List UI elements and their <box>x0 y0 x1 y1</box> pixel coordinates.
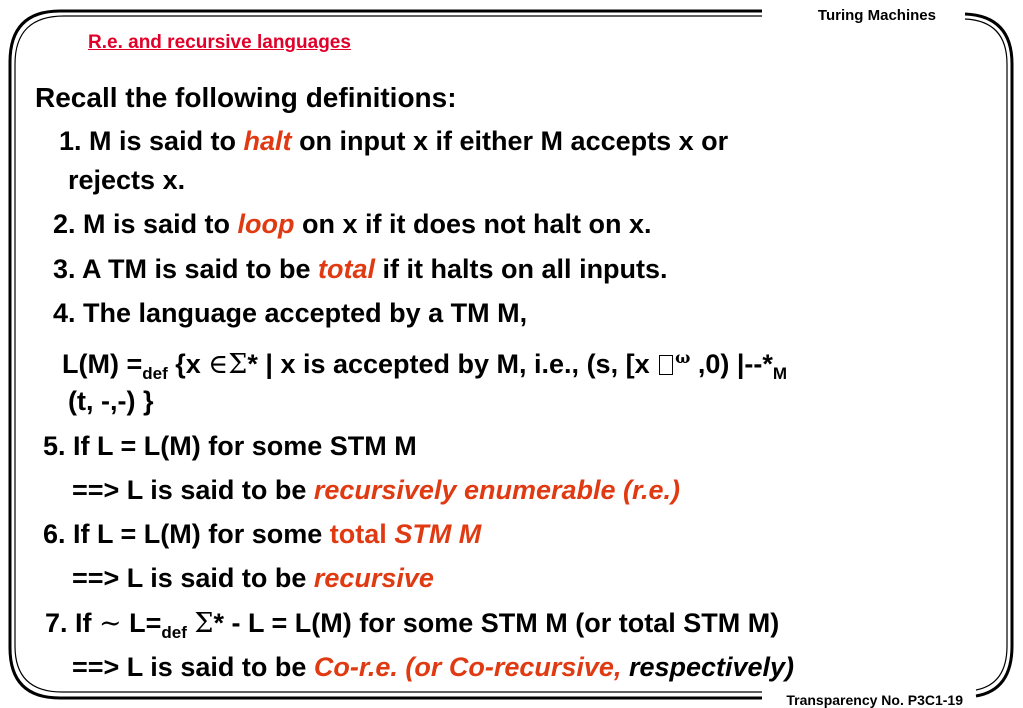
definition-4: 4. The language accepted by a TM M, <box>53 298 528 328</box>
slide-title: R.e. and recursive languages <box>88 32 351 53</box>
term-co-re: Co-r.e. (or Co-recursive, <box>313 652 622 682</box>
definition-5: 5. If L = L(M) for some STM M <box>43 431 417 461</box>
intro-line: Recall the following definitions: <box>35 82 457 113</box>
definition-3: 3. A TM is said to be total if it halts on all inputs. <box>53 254 668 284</box>
term-loop: loop <box>237 209 295 239</box>
term-total-2: total <box>329 519 387 549</box>
definition-6: 6. If L = L(M) for some total STM M <box>43 519 482 549</box>
definition-1-cont: rejects x. <box>68 165 186 195</box>
definition-1: 1. M is said to halt on input x if either M accepts x or <box>59 126 729 156</box>
course-header: Turing Machines <box>817 7 936 24</box>
definition-2: 2. M is said to loop on x if it does not halt on x. <box>53 209 652 239</box>
definition-7-conclusion: ==> L is said to be Co-r.e. (or Co-recursive, respectively) <box>72 652 795 682</box>
omega-symbol: ω <box>675 348 691 367</box>
sigma-symbol: Σ <box>228 349 248 380</box>
language-definition: $L(M) =_{def}$ {x ∈Σ* | x is accepted by M, i.e., (s, [x $^\omega$ ,0) $|--*_M$ <box>62 348 788 383</box>
language-definition-cont: (t, -,-) } <box>68 386 154 416</box>
definition-7: 7. If ~ $L=_{def}$ Σ* - L = L(M) for some STM M (or total STM M) <box>45 608 780 642</box>
definition-5-conclusion: ==> L is said to be recursively enumerable (r.e.) <box>72 475 681 505</box>
term-stm: STM M <box>394 519 482 549</box>
tilde-symbol: ~ <box>99 608 122 639</box>
element-of-symbol: ∈ <box>208 349 229 380</box>
transparency-number: Transparency No. P3C1-19 <box>786 692 963 708</box>
sigma-symbol-2: Σ <box>194 608 214 639</box>
definition-6-conclusion: ==> L is said to be recursive <box>72 563 434 593</box>
term-recursive: recursive <box>313 563 434 593</box>
term-re: recursively enumerable (r.e.) <box>313 475 681 505</box>
term-halt: halt <box>243 126 292 156</box>
blank-symbol-box <box>659 355 673 375</box>
term-total: total <box>318 254 376 284</box>
